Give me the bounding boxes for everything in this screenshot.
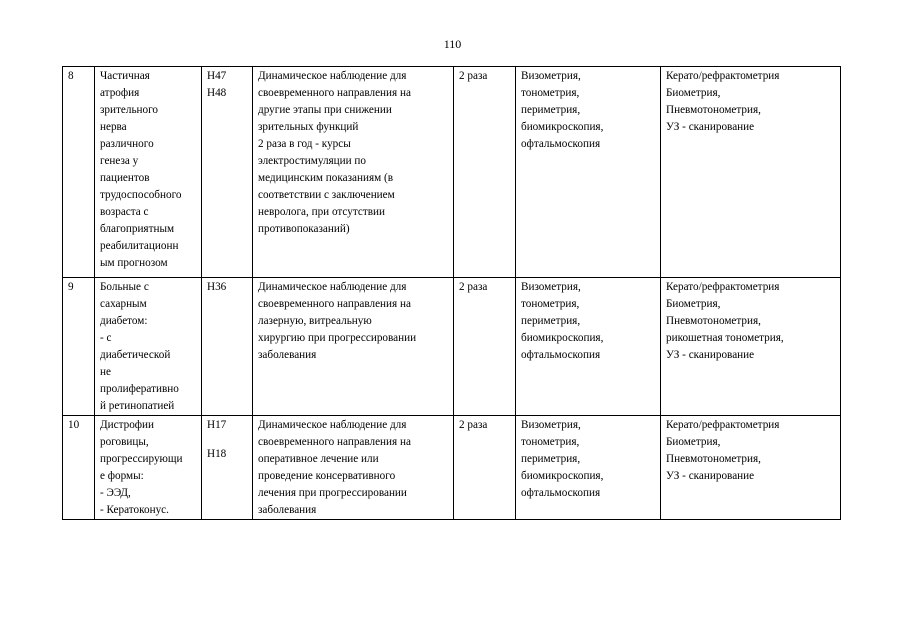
- action-line: зрительных функций: [258, 121, 359, 133]
- exam-line: тонометрия,: [521, 87, 580, 99]
- diagnosis-line: - Кератоконус.: [100, 504, 169, 516]
- diagnosis-line: генеза у: [100, 155, 139, 167]
- action-line: лазерную, витреальную: [258, 315, 372, 327]
- action-line: медицинским показаниям (в: [258, 172, 394, 184]
- exam-line: периметрия,: [521, 315, 581, 327]
- frequency-text: 2 раза: [459, 281, 488, 293]
- diagnosis-line: пациентов: [100, 172, 150, 184]
- extra-exam-line: Пневмотонометрия,: [666, 453, 761, 465]
- examinations-cell: [516, 416, 661, 520]
- diagnosis-cell: [95, 278, 202, 416]
- action-line: лечения при прогрессировании: [258, 487, 407, 499]
- diagnosis-line: роговицы,: [100, 436, 149, 448]
- frequency-text: 2 раза: [459, 70, 488, 82]
- table-row: [63, 416, 841, 520]
- exam-line: Визометрия,: [521, 419, 581, 431]
- diagnosis-line: возраста с: [100, 206, 149, 218]
- exam-line: периметрия,: [521, 453, 581, 465]
- extra-examinations-cell: [661, 278, 841, 416]
- action-line: соответствии с заключением: [258, 189, 395, 201]
- extra-exam-line: Пневмотонометрия,: [666, 104, 761, 116]
- exam-line: офтальмоскопия: [521, 487, 601, 499]
- page-number: 110: [443, 37, 462, 51]
- action-line: противопоказаний): [258, 223, 350, 235]
- row-number: 10: [68, 419, 80, 431]
- action-line: электростимуляции по: [258, 155, 367, 167]
- frequency-cell: [454, 67, 516, 278]
- icd-code-cell: [202, 416, 253, 520]
- extra-exam-line: Керато/рефрактометрия: [666, 419, 780, 431]
- diagnosis-cell: [95, 416, 202, 520]
- action-line: проведение консервативного: [258, 470, 396, 482]
- diagnosis-line: - с: [100, 332, 112, 344]
- table-row: [63, 67, 841, 278]
- icd-code: Н36: [207, 281, 227, 293]
- dispensary-table: [62, 66, 841, 520]
- exam-line: периметрия,: [521, 104, 581, 116]
- extra-exam-line: УЗ - сканирование: [666, 349, 755, 361]
- icd-code: Н17: [207, 419, 227, 431]
- action-line: оперативное лечение или: [258, 453, 379, 465]
- exam-line: офтальмоскопия: [521, 138, 601, 150]
- examinations-cell: [516, 278, 661, 416]
- table-row: [63, 278, 841, 416]
- row-number-cell: [63, 278, 95, 416]
- extra-exam-line: Керато/рефрактометрия: [666, 70, 780, 82]
- extra-exam-line: УЗ - сканирование: [666, 470, 755, 482]
- exam-line: биомикроскопия,: [521, 332, 604, 344]
- diagnosis-line: й ретинопатией: [100, 400, 175, 412]
- exam-line: тонометрия,: [521, 436, 580, 448]
- frequency-text: 2 раза: [459, 419, 488, 431]
- diagnosis-line: различного: [100, 138, 154, 150]
- diagnosis-line: реабилитационн: [100, 240, 179, 252]
- exam-line: биомикроскопия,: [521, 470, 604, 482]
- diagnosis-line: е формы:: [100, 470, 144, 482]
- extra-exam-line: Биометрия,: [666, 298, 721, 310]
- row-number: 8: [68, 70, 74, 82]
- action-line: заболевания: [258, 504, 317, 516]
- exam-line: офтальмоскопия: [521, 349, 601, 361]
- extra-exam-line: УЗ - сканирование: [666, 121, 755, 133]
- exam-line: Визометрия,: [521, 281, 581, 293]
- diagnosis-line: Дистрофии: [100, 419, 155, 431]
- actions-cell: [253, 416, 454, 520]
- action-line: 2 раза в год - курсы: [258, 138, 351, 150]
- extra-exam-line: Биометрия,: [666, 87, 721, 99]
- diagnosis-line: диабетом:: [100, 315, 148, 327]
- diagnosis-line: диабетической: [100, 349, 171, 361]
- action-line: заболевания: [258, 349, 317, 361]
- diagnosis-line: ым прогнозом: [100, 257, 168, 269]
- action-line: другие этапы при снижении: [258, 104, 392, 116]
- diagnosis-line: благоприятным: [100, 223, 175, 235]
- actions-cell: [253, 67, 454, 278]
- diagnosis-line: зрительного: [100, 104, 159, 116]
- diagnosis-line: атрофия: [100, 87, 140, 99]
- frequency-cell: [454, 416, 516, 520]
- extra-exam-line: рикошетная тонометрия,: [666, 332, 784, 344]
- row-number-cell: [63, 67, 95, 278]
- diagnosis-line: Больные с: [100, 281, 149, 293]
- icd-code-cell: [202, 67, 253, 278]
- exam-line: тонометрия,: [521, 298, 580, 310]
- diagnosis-line: пролиферативно: [100, 383, 179, 395]
- exam-line: биомикроскопия,: [521, 121, 604, 133]
- diagnosis-cell: [95, 67, 202, 278]
- action-line: своевременного направления на: [258, 298, 411, 310]
- examinations-cell: [516, 67, 661, 278]
- frequency-cell: [454, 278, 516, 416]
- icd-code-cell: [202, 278, 253, 416]
- row-number: 9: [68, 281, 74, 293]
- icd-code: Н18: [207, 448, 227, 460]
- diagnosis-line: нерва: [100, 121, 127, 133]
- action-line: хирургию при прогрессировании: [258, 332, 417, 344]
- extra-examinations-cell: [661, 416, 841, 520]
- row-number-cell: [63, 416, 95, 520]
- extra-exam-line: Биометрия,: [666, 436, 721, 448]
- actions-cell: [253, 278, 454, 416]
- extra-exam-line: Керато/рефрактометрия: [666, 281, 780, 293]
- extra-examinations-cell: [661, 67, 841, 278]
- action-line: невролога, при отсутствии: [258, 206, 385, 218]
- action-line: своевременного направления на: [258, 436, 411, 448]
- diagnosis-line: - ЭЭД,: [100, 487, 131, 499]
- exam-line: Визометрия,: [521, 70, 581, 82]
- extra-exam-line: Пневмотонометрия,: [666, 315, 761, 327]
- action-line: своевременного направления на: [258, 87, 411, 99]
- diagnosis-line: трудоспособного: [100, 189, 182, 201]
- action-line: Динамическое наблюдение для: [258, 70, 407, 82]
- diagnosis-line: прогрессирующи: [100, 453, 183, 465]
- diagnosis-line: сахарным: [100, 298, 147, 310]
- action-line: Динамическое наблюдение для: [258, 281, 407, 293]
- icd-code: Н47: [207, 70, 227, 82]
- diagnosis-line: не: [100, 366, 111, 378]
- action-line: Динамическое наблюдение для: [258, 419, 407, 431]
- diagnosis-line: Частичная: [100, 70, 150, 82]
- icd-code: Н48: [207, 87, 227, 99]
